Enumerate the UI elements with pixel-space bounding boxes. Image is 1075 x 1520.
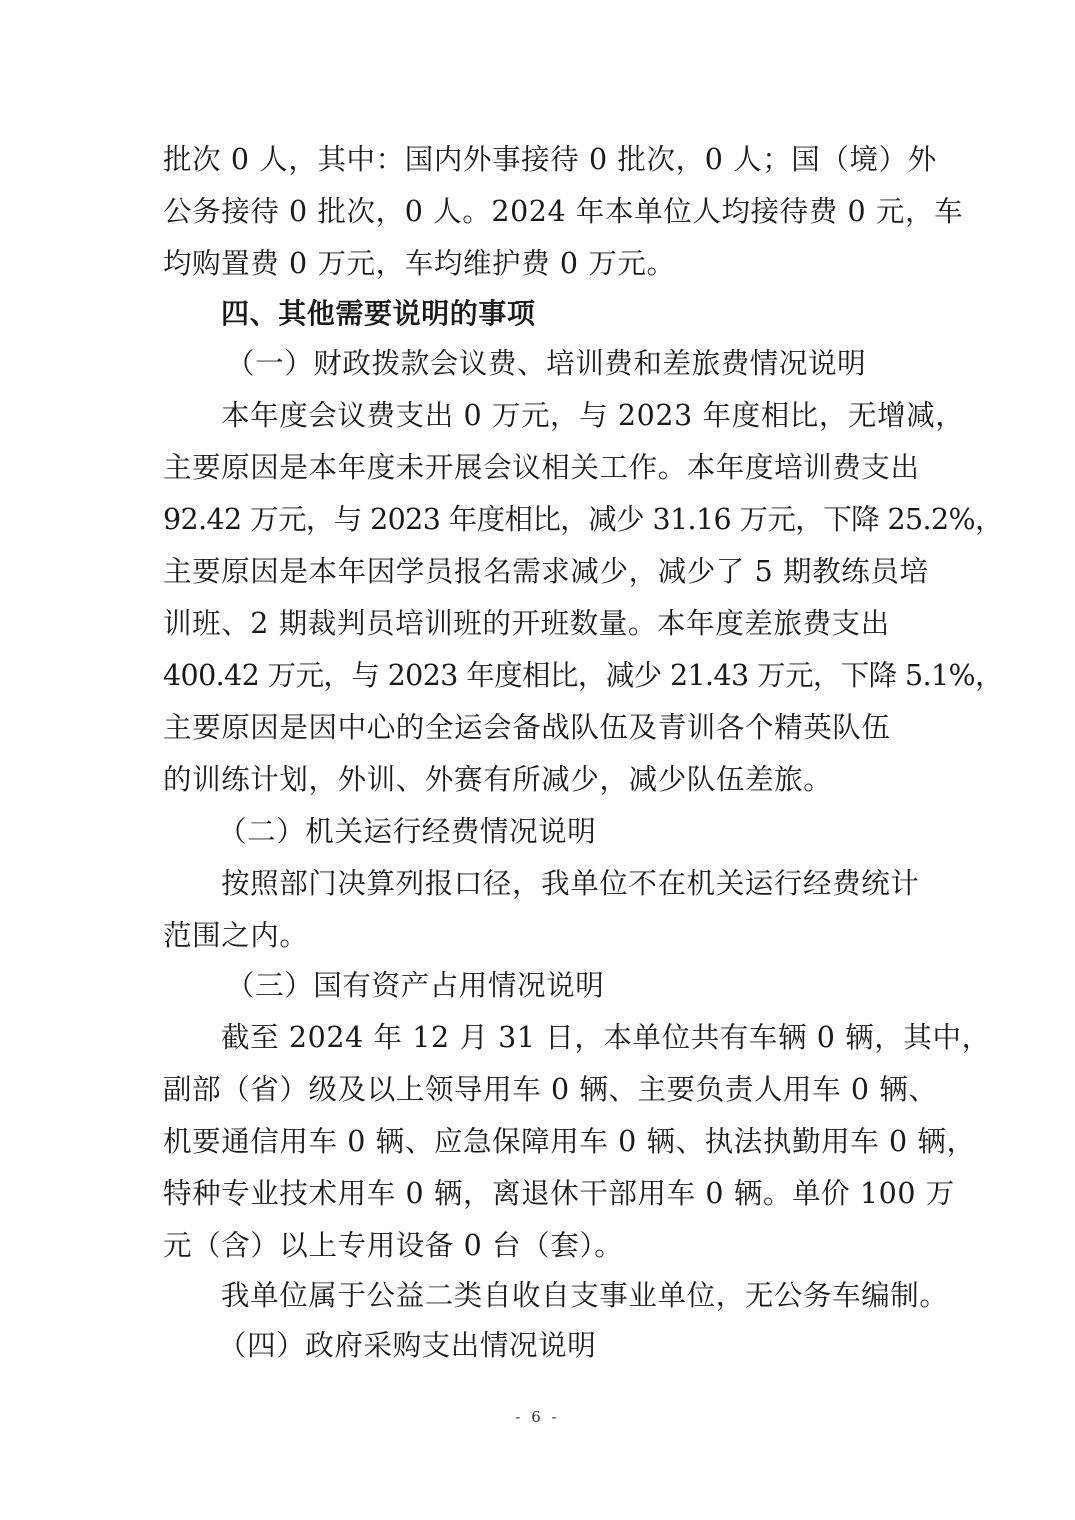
paragraph-line: 公务接待 0 批次，0 人。2024 年本单位人均接待费 0 元，车	[163, 195, 964, 228]
paragraph-line: 批次 0 人，其中：国内外事接待 0 批次，0 人；国（境）外	[163, 143, 937, 176]
paragraph-line: 我单位属于公益二类自收自支事业单位，无公务车编制。	[221, 1279, 949, 1312]
paragraph-line: 本年度会议费支出 0 万元，与 2023 年度相比，无增减，	[221, 399, 965, 432]
paragraph-line: 范围之内。	[163, 919, 309, 952]
paragraph-line: 副部（省）级及以上领导用车 0 辆、主要负责人用车 0 辆、	[163, 1073, 938, 1106]
paragraph-line: 截至 2024 年 12 月 31 日，本单位共有车辆 0 辆，其中，	[221, 1021, 991, 1054]
paragraph-line: 机要通信用车 0 辆、应急保障用车 0 辆、执法执勤用车 0 辆，	[163, 1125, 976, 1158]
subsection-heading-government-procurement: （四）政府采购支出情况说明	[218, 1329, 597, 1362]
section-heading-other-matters: 四、其他需要说明的事项	[221, 297, 536, 330]
paragraph-line: 均购置费 0 万元，车均维护费 0 万元。	[163, 247, 676, 280]
paragraph-line: 92.42 万元，与 2023 年度相比，减少 31.16 万元，下降 25.2%，	[163, 503, 1003, 536]
paragraph-line: 主要原因是因中心的全运会备战队伍及青训各个精英队伍	[163, 711, 891, 744]
paragraph-line: 特种专业技术用车 0 辆，离退休干部用车 0 辆。单价 100 万	[163, 1177, 955, 1210]
paragraph-line: 主要原因是本年因学员报名需求减少，减少了 5 期教练员培	[163, 555, 929, 588]
subsection-heading-state-assets: （三）国有资产占用情况说明	[226, 969, 605, 1002]
paragraph-line: 400.42 万元，与 2023 年度相比，减少 21.43 万元，下降 5.1%，	[163, 659, 1003, 692]
paragraph-line: 训班、2 期裁判员培训班的开班数量。本年度差旅费支出	[163, 607, 890, 640]
paragraph-line: 的训练计划，外训、外赛有所减少，减少队伍差旅。	[163, 763, 833, 796]
paragraph-line: 元（含）以上专用设备 0 台（套）。	[163, 1229, 624, 1262]
paragraph-line: 主要原因是本年度未开展会议相关工作。本年度培训费支出	[163, 451, 920, 484]
subsection-heading-operating-expenses: （二）机关运行经费情况说明	[218, 815, 597, 848]
subsection-heading-meeting-training-travel: （一）财政拨款会议费、培训费和差旅费情况说明	[226, 347, 867, 380]
page-number: - 6 -	[515, 1408, 560, 1426]
paragraph-line: 按照部门决算列报口径，我单位不在机关运行经费统计	[221, 867, 920, 900]
